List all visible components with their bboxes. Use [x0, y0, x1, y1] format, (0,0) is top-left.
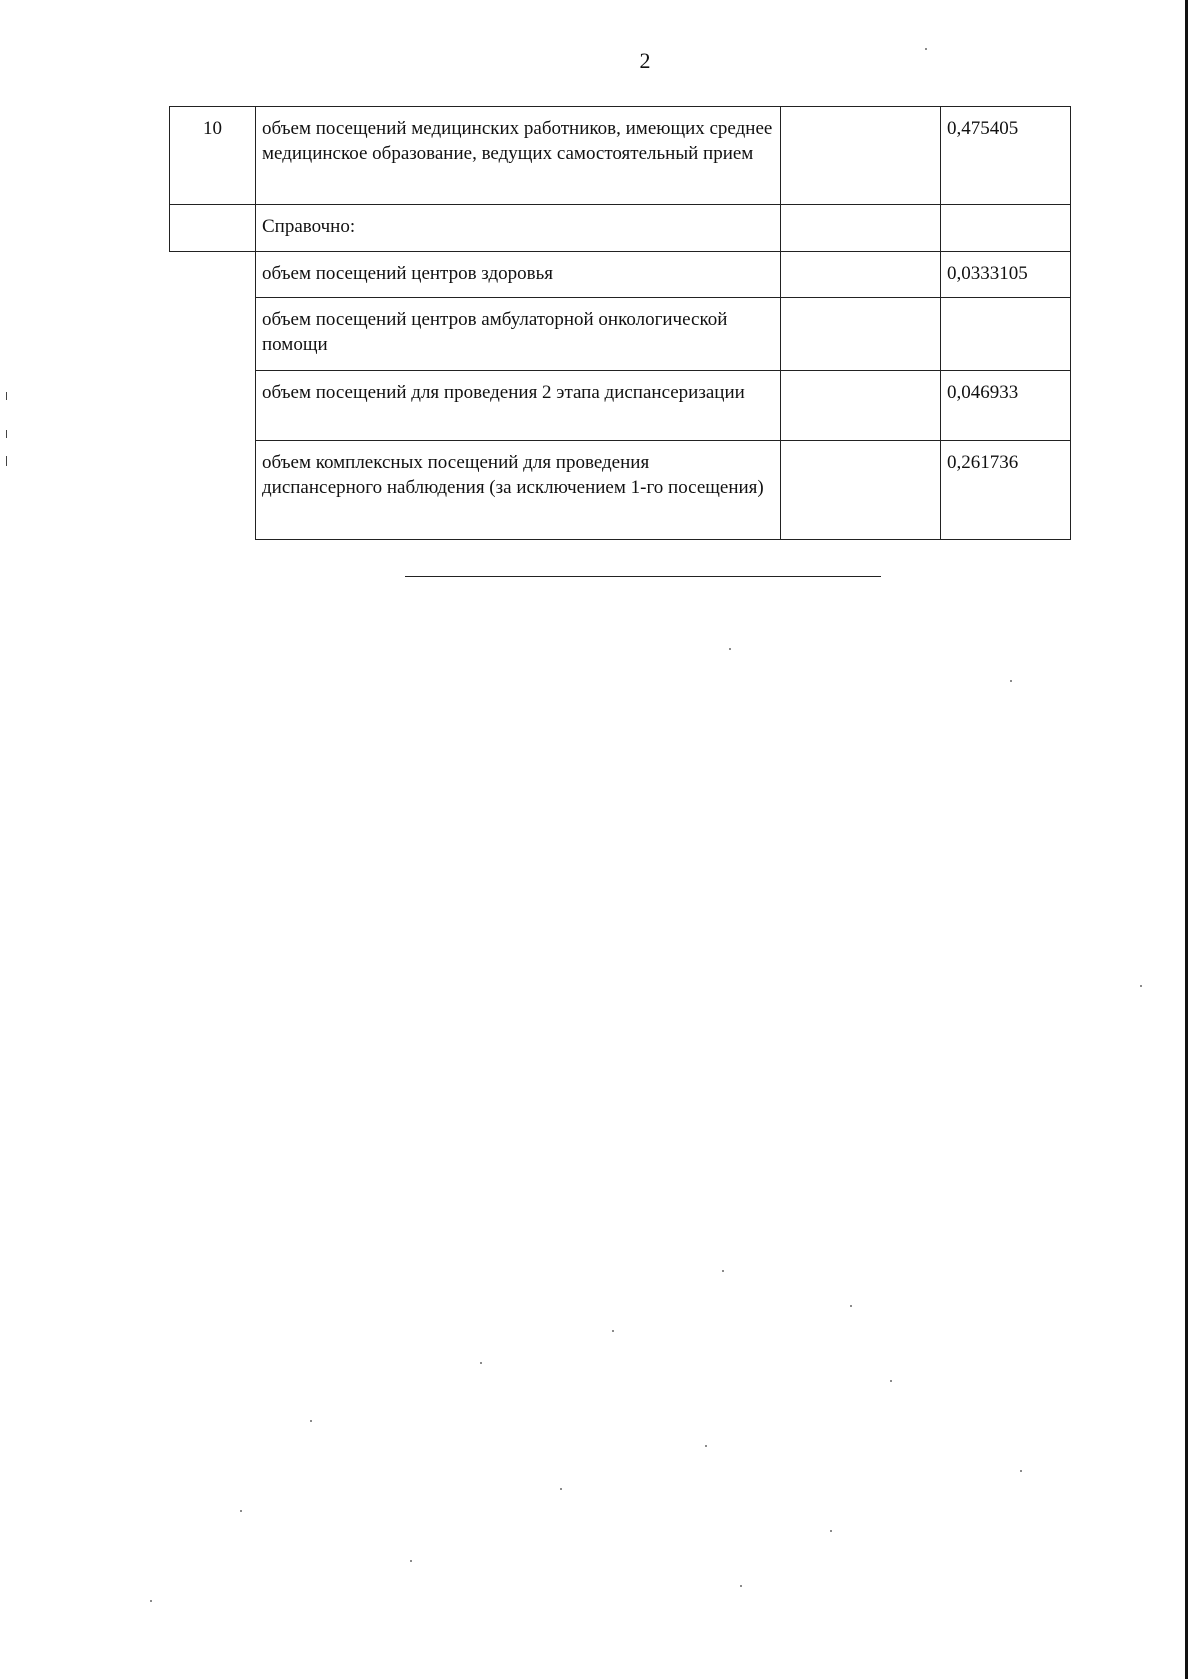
row-description-cell: объем посещений центров здоровья	[256, 252, 781, 298]
row-empty-cell	[781, 441, 941, 540]
scan-speck	[310, 1420, 312, 1422]
scan-speck	[705, 1445, 707, 1447]
scan-speck	[740, 1585, 742, 1587]
table-row	[170, 371, 1071, 441]
table-row	[170, 107, 1071, 205]
scan-speck	[560, 1488, 562, 1490]
volume-table	[169, 106, 1071, 540]
scan-speck	[850, 1305, 852, 1307]
scan-speck	[1010, 680, 1012, 682]
row-number-cell	[170, 298, 256, 371]
row-number-cell	[170, 441, 256, 540]
margin-scan-mark	[6, 456, 7, 466]
scan-speck	[1020, 1470, 1022, 1472]
row-empty-cell	[781, 107, 941, 205]
scan-speck	[722, 1270, 724, 1272]
row-value-cell: 0,475405	[941, 107, 1071, 205]
scan-speck	[830, 1530, 832, 1532]
row-value-cell: 0,0333105	[941, 252, 1071, 298]
row-empty-cell	[781, 371, 941, 441]
scan-edge-line	[1185, 0, 1188, 1679]
row-value-cell	[941, 298, 1071, 371]
scan-speck	[890, 1380, 892, 1382]
scan-speck	[240, 1510, 242, 1512]
table-row	[170, 252, 1071, 298]
row-number-cell	[170, 205, 256, 252]
page-number: 2	[639, 48, 651, 73]
row-description-cell: объем комплексных посещений для проведения диспансерного наблюдения (за исключением 1-го посещения)	[256, 441, 781, 540]
table-row	[170, 298, 1071, 371]
row-empty-cell	[781, 298, 941, 371]
scan-speck	[150, 1600, 152, 1602]
row-value-cell: 0,046933	[941, 371, 1071, 441]
scan-speck	[925, 48, 927, 50]
table-row	[170, 205, 1071, 252]
margin-scan-mark	[6, 430, 7, 438]
row-number-cell	[170, 252, 256, 298]
end-of-document-rule	[405, 576, 881, 577]
margin-scan-mark	[6, 392, 7, 400]
row-empty-cell	[781, 205, 941, 252]
scan-speck	[729, 648, 731, 650]
row-number-cell: 10	[170, 107, 256, 205]
scan-speck	[480, 1362, 482, 1364]
scan-speck	[612, 1330, 614, 1332]
row-empty-cell	[781, 252, 941, 298]
row-description-cell: Справочно:	[256, 205, 781, 252]
row-description-cell: объем посещений медицинских работников, имеющих среднее медицинское образование, ведущих самостоятельный прием	[256, 107, 781, 205]
scan-speck	[1140, 985, 1142, 987]
row-value-cell: 0,261736	[941, 441, 1071, 540]
table-row	[170, 441, 1071, 540]
row-description-cell: объем посещений центров амбулаторной онкологической помощи	[256, 298, 781, 371]
row-description-cell: объем посещений для проведения 2 этапа диспансеризации	[256, 371, 781, 441]
row-number-cell	[170, 371, 256, 441]
row-value-cell	[941, 205, 1071, 252]
scan-speck	[410, 1560, 412, 1562]
